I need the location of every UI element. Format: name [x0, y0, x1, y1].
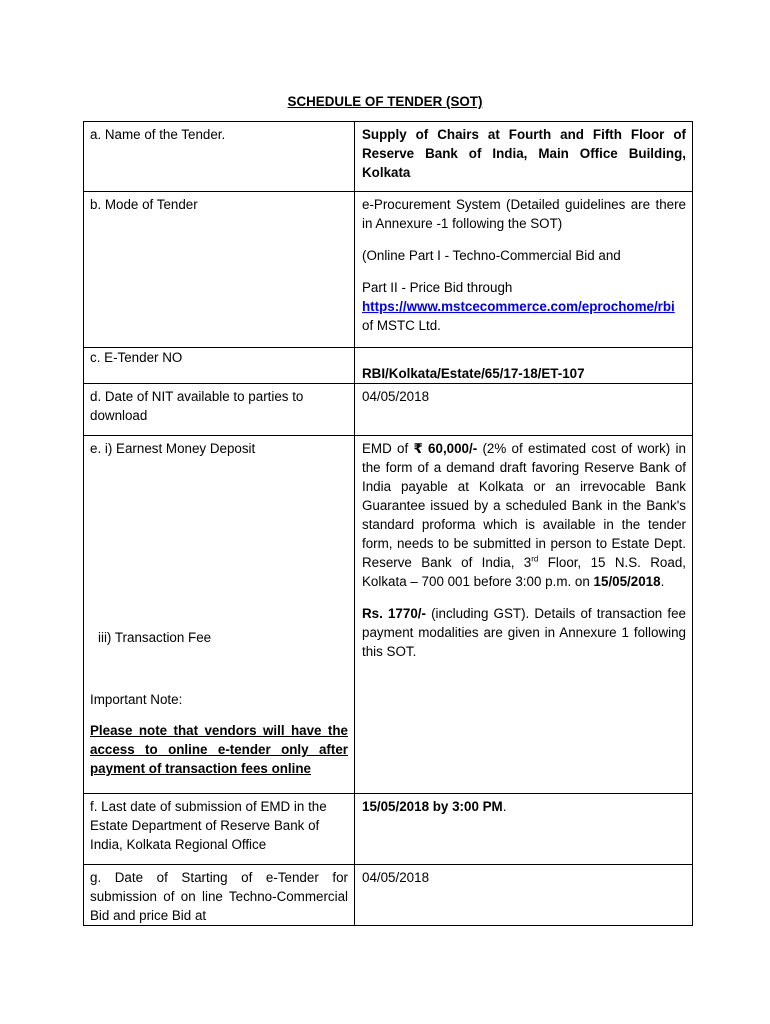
table-row-b: [84, 192, 693, 348]
emd-prefix: EMD of: [362, 441, 409, 456]
etender-start-date: 04/05/2018: [362, 870, 430, 885]
table-row-c: [84, 348, 693, 384]
online-part-text: (Online Part I - Techno-Commercial Bid and: [362, 248, 621, 263]
row-b-value-cell: [355, 192, 693, 348]
emd-end: .: [660, 574, 665, 589]
row-d-label-cell: [84, 384, 355, 436]
page-title: SCHEDULE OF TENDER (SOT): [287, 94, 483, 109]
emd-sup: rd: [531, 554, 539, 564]
row-d-label: d. Date of NIT available to parties to download: [90, 389, 304, 423]
row-f-label-cell: [84, 794, 355, 865]
table-row-d: [84, 384, 693, 436]
row-c-label: c. E-Tender NO: [90, 350, 183, 365]
mstc-link[interactable]: https://www.mstcecommerce.com/eprochome/rbi: [362, 299, 675, 314]
emd-last-date: 15/05/2018 by 3:00 PM: [362, 799, 503, 814]
transaction-fee-details: [362, 604, 686, 661]
row-e-value-cell: [355, 436, 693, 794]
row-b-label: b. Mode of Tender: [90, 197, 198, 212]
emd-amount: ₹ 60,000/-: [413, 441, 478, 456]
emd-text-2: Floor, 15 N.S. Road, Kolkata – 700 001 before 3:00 p.m. on: [362, 555, 686, 589]
emd-date: 15/05/2018: [593, 574, 661, 589]
row-a-label: a. Name of the Tender.: [90, 127, 226, 142]
important-note-text: Please note that vendors will have the access to online e-tender only after payment of transaction fees online: [90, 723, 348, 776]
emd-label: e. i) Earnest Money Deposit: [90, 441, 256, 456]
row-g-label: g. Date of Starting of e-Tender for submission of on line Techno-Commercial Bid and price Bid at: [90, 870, 348, 923]
row-a-value-cell: [355, 122, 693, 192]
price-bid-suffix: of MSTC Ltd.: [362, 318, 441, 333]
row-g-value-cell: [355, 865, 693, 926]
row-f-label: f. Last date of submission of EMD in the Estate Department of Reserve Bank of India, Kolkata Regional Office: [90, 799, 327, 852]
row-a-label-cell: [84, 122, 355, 192]
row-c-label-cell: [84, 348, 355, 384]
fee-amount: Rs. 1770/-: [362, 606, 426, 621]
emd-details: [362, 439, 686, 591]
fee-text: (including GST). Details of transaction fee payment modalities are given in Annexure 1 following this SOT.: [362, 606, 686, 659]
emd-text-1: (2% of estimated cost of work) in the form of a demand draft favoring Reserve Bank of India payable at Kolkata or an irrevocable Bank Guarantee issued by a scheduled Bank in the Bank's standard proforma which is available in the tender form, needs to be submitted in person to Estate Dept. Reserve Bank of India, 3: [362, 441, 686, 570]
emd-last-date-end: .: [502, 799, 507, 814]
row-c-value-cell: [355, 348, 693, 384]
mode-of-tender-text: e-Procurement System (Detailed guidelines are there in Annexure -1 following the SOT): [362, 197, 686, 231]
nit-date-value: 04/05/2018: [362, 389, 430, 404]
table-row-e: [84, 436, 693, 794]
table-row-a: [84, 122, 693, 192]
row-f-value-cell: [355, 794, 693, 865]
schedule-table: [83, 121, 693, 926]
row-b-label-cell: [84, 192, 355, 348]
e-tender-number: RBI/Kolkata/Estate/65/17-18/ET-107: [362, 366, 585, 381]
price-bid-text: [362, 278, 686, 335]
row-e-label-cell: [84, 436, 355, 794]
row-d-value-cell: [355, 384, 693, 436]
table-row-f: [84, 794, 693, 865]
important-note-heading: Important Note:: [90, 692, 183, 707]
price-bid-prefix: Part II - Price Bid through: [362, 280, 513, 295]
table-row-g: [84, 865, 693, 926]
row-g-label-cell: [84, 865, 355, 926]
tender-name-value: Supply of Chairs at Fourth and Fifth Floor of Reserve Bank of India, Main Office Building, Kolkata: [362, 127, 686, 180]
transaction-fee-label: iii) Transaction Fee: [98, 630, 212, 645]
